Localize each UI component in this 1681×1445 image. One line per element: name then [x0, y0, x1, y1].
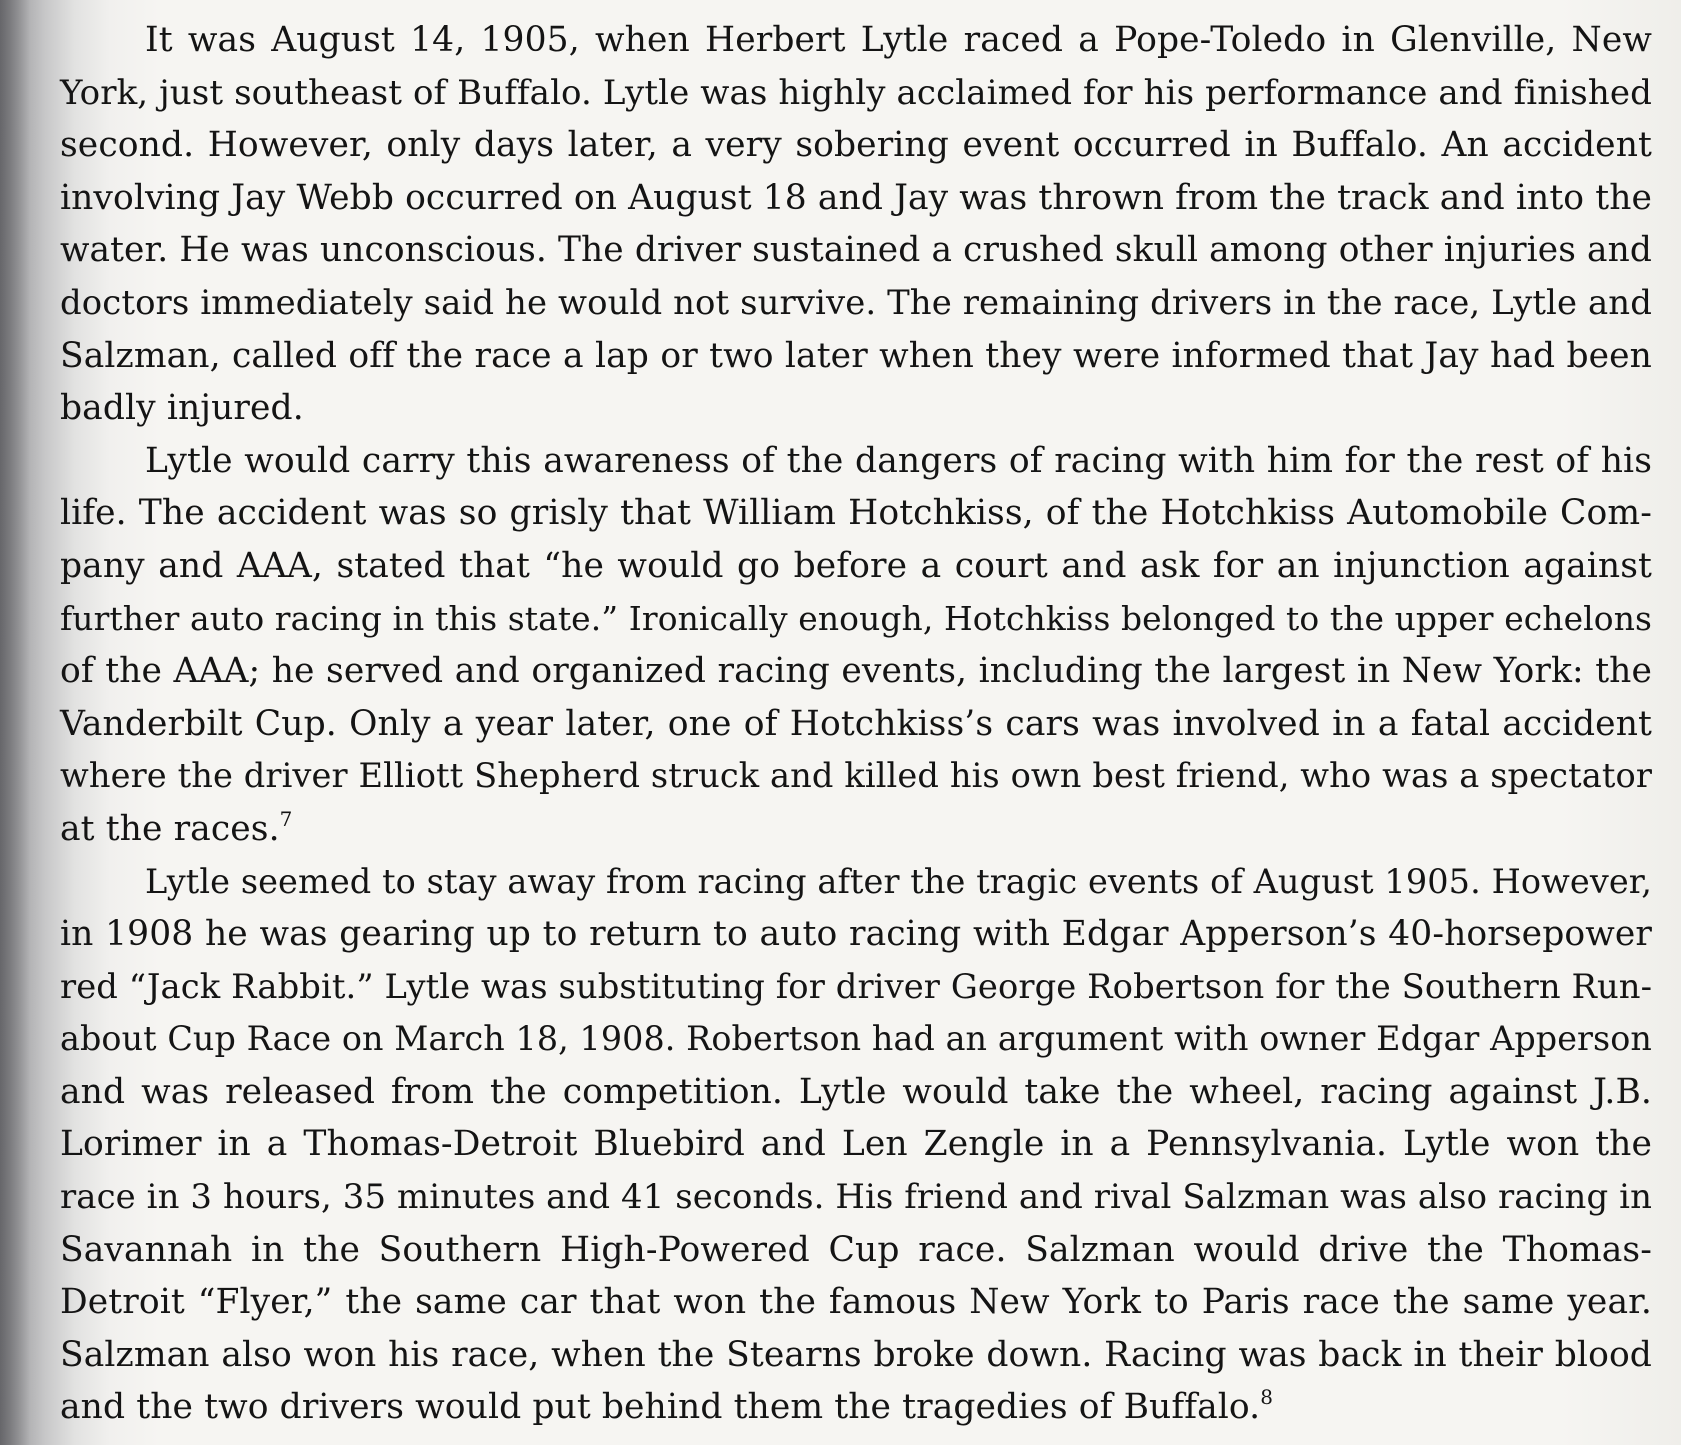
text-line-with-footnote: [60, 803, 1652, 856]
book-spine-shadow: [0, 0, 30, 1445]
text-line: pany and AAA, stated that “he would go before a court and ask for an injunction against: [60, 545, 1652, 586]
text-line: life. The accident was so grisly that William Hotchkiss, of the Hotchkiss Automobile Com-: [60, 493, 1652, 534]
text-line: water. He was unconscious. The driver sustained a crushed skull among other injuries and: [60, 230, 1652, 271]
text-line: second. However, only days later, a very sobering event occurred in Buffalo. An accident: [60, 125, 1652, 166]
text-line: at the races.: [60, 808, 280, 849]
text-line: It was August 14, 1905, when Herbert Lytle raced a Pope-Toledo in Glenville, New: [145, 20, 1652, 60]
text-line: and was released from the competition. Lytle would take the wheel, racing against J.B.: [60, 1071, 1652, 1112]
text-line: Savannah in the Southern High-Powered Cup race. Salzman would drive the Thomas-: [60, 1229, 1652, 1270]
text-line: Vanderbilt Cup. Only a year later, one of Hotchkiss’s cars was involved in a fatal accident: [60, 703, 1652, 744]
text-line: where the driver Elliott Shepherd struck and killed his own best friend, who was a spectator: [60, 756, 1652, 796]
text-line: Salzman, called off the race a lap or two later when they were informed that Jay had been: [60, 335, 1652, 376]
text-line-with-footnote: [60, 1381, 1652, 1434]
text-line: Lytle seemed to stay away from racing after the tragic events of August 1905. However,: [145, 861, 1652, 901]
footnote-marker: 7: [279, 806, 293, 831]
text-line: Salzman also won his race, when the Stearns broke down. Racing was back in their blood: [60, 1334, 1652, 1375]
text-line: further auto racing in this state.” Ironically enough, Hotchkiss belonged to the upper echelons: [60, 598, 1652, 638]
text-line: involving Jay Webb occurred on August 18 and Jay was thrown from the track and into the: [60, 177, 1652, 218]
text-line: and the two drivers would put behind them the tragedies of Buffalo.: [60, 1387, 1261, 1428]
footnote-marker: 8: [1260, 1385, 1274, 1410]
body-text: [60, 14, 1652, 1434]
text-line: in 1908 he was gearing up to return to auto racing with Edgar Apperson’s 40-horsepower: [60, 914, 1652, 955]
text-line: red “Jack Rabbit.” Lytle was substituting for driver George Robertson for the Southern Run-: [60, 966, 1653, 1006]
text-line: Detroit “Flyer,” the same car that won the famous New York to Paris race the same year.: [60, 1282, 1652, 1323]
text-line: Lorimer in a Thomas-Detroit Bluebird and Len Zengle in a Pennsylvania. Lytle won the: [60, 1124, 1652, 1165]
text-line: doctors immediately said he would not survive. The remaining drivers in the race, Lytle and: [60, 282, 1652, 322]
text-line: York, just southeast of Buffalo. Lytle was highly acclaimed for his performance and finished: [60, 72, 1652, 113]
text-line: badly injured.: [60, 388, 304, 429]
text-line: race in 3 hours, 35 minutes and 41 seconds. His friend and rival Salzman was also racing in: [60, 1177, 1652, 1217]
text-line: Lytle would carry this awareness of the dangers of racing with him for the rest of his: [145, 440, 1652, 481]
text-line: about Cup Race on March 18, 1908. Robertson had an argument with owner Edgar Apperson: [60, 1019, 1652, 1059]
text-line: of the AAA; he served and organized racing events, including the largest in New York: the: [60, 651, 1652, 692]
